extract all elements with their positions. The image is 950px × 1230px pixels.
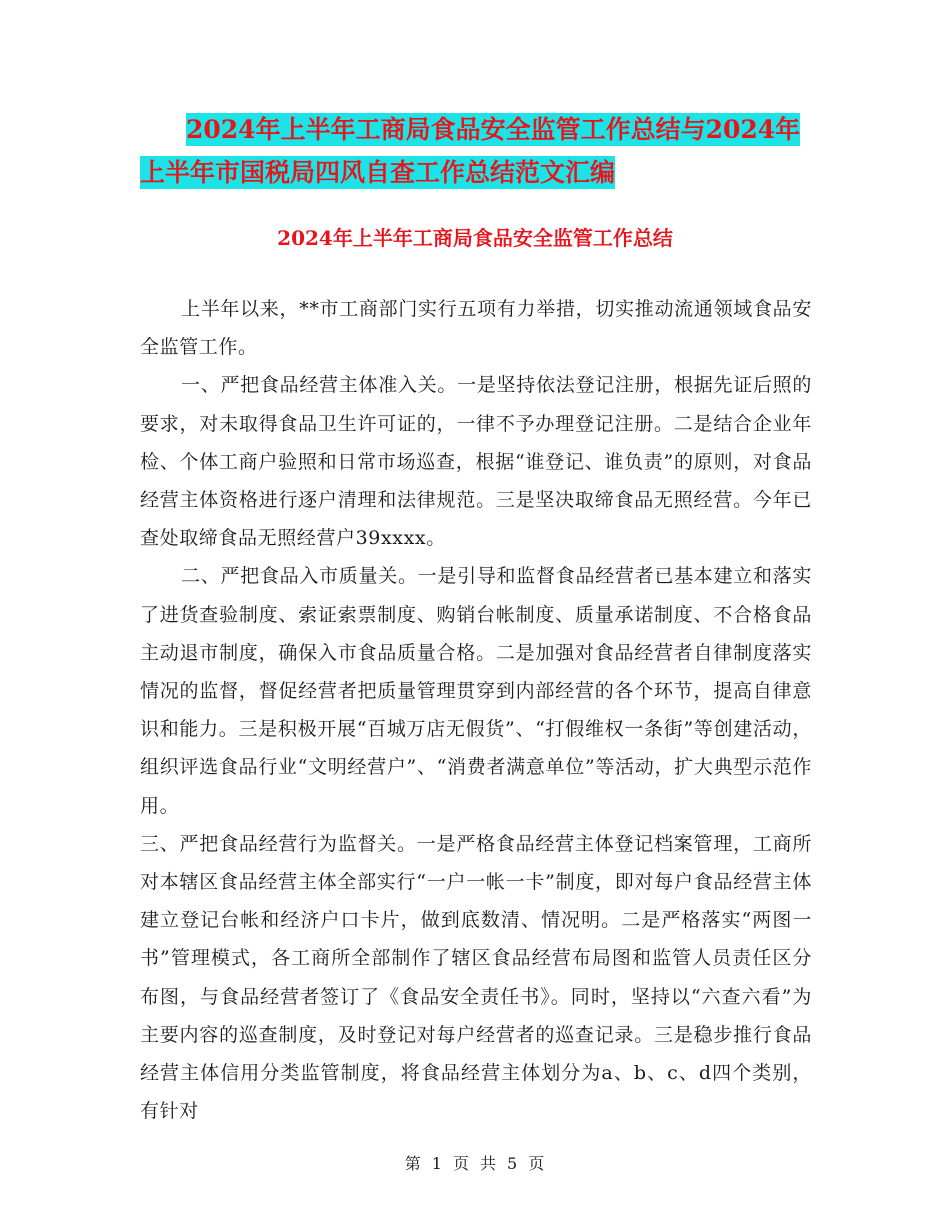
title-line-2: 上半年市国税局四风自查工作总结范文汇编 [140, 158, 616, 187]
footer-page-number: 1 [431, 1154, 443, 1173]
section-title: 2024年上半年工商局食品安全监管工作总结 [277, 226, 673, 250]
footer-prefix: 第 [404, 1154, 422, 1173]
paragraph-2: 二、严把食品入市质量关。一是引导和监督食品经营者已基本建立和落实了进货查验制度、索证索票制度、购销台帐制度、质量承诺制度、不合格食品主动退市制度，确保入市食品质量合格。二是加强对食品经营者自律制度落实情况的监督，督促经营者把质量管理贯穿到内部经营的各个环节，提高自律意识和能力。三是积极开展“百城万店无假货”、“打假维权一条街”等创建活动，组织评选食品行业“文明经营户”、“消费者满意单位”等活动，扩大典型示范作用。 [140, 565, 812, 817]
title-line-1: 2024年上半年工商局食品安全监管工作总结与2024年 [186, 115, 801, 144]
footer-total-prefix: 共 [480, 1154, 498, 1173]
paragraph-1: 一、严把食品经营主体准入关。一是坚持依法登记注册，根据先证后照的要求，对未取得食品卫生许可证的，一律不予办理登记注册。二是结合企业年检、个体工商户验照和日常市场巡查，根据“谁登记、谁负责”的原则，对食品经营主体资格进行逐户清理和法律规范。三是坚决取缔食品无照经营。今年已查处取缔食品无照经营户39xxxx。 [140, 374, 812, 550]
footer-total-pages: 5 [507, 1154, 519, 1173]
footer-middle: 页 [452, 1154, 470, 1173]
paragraph-3: 三、严把食品经营行为监督关。一是严格食品经营主体登记档案管理，工商所对本辖区食品经营主体全部实行“一户一帐一卡”制度，即对每户食品经营主体建立登记台帐和经济户口卡片，做到底数清、情况明。二是严格落实“两图一书”管理模式，各工商所全部制作了辖区食品经营布局图和监管人员责任区分布图，与食品经营者签订了《食品安全责任书》。同时，坚持以“六查六看”为主要内容的巡查制度，及时登记对每户经营者的巡查记录。三是稳步推行食品经营主体信用分类监管制度，将食品经营主体划分为a、b、c、d四个类别，有针对 [140, 832, 812, 1123]
page-footer [0, 1152, 950, 1176]
document-title [140, 108, 820, 194]
body-text [140, 290, 812, 1130]
paragraph-intro: 上半年以来，**市工商部门实行五项有力举措，切实推动流通领域食品安全监管工作。 [140, 298, 812, 359]
footer-suffix: 页 [528, 1154, 546, 1173]
